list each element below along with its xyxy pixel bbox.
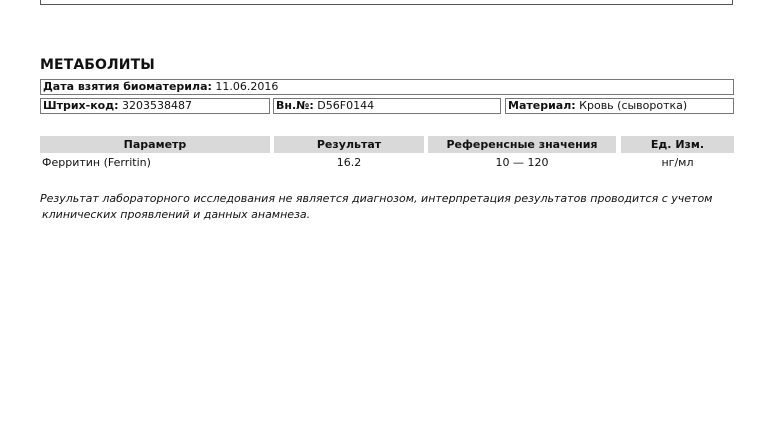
section-title: МЕТАБОЛИТЫ (40, 57, 155, 73)
row-unit: нг/мл (661, 156, 694, 169)
previous-section-box (40, 0, 733, 5)
sample-date-value: 11.06.2016 (215, 80, 279, 93)
header-unit: Ед. Изм. (621, 136, 734, 153)
header-parameter: Параметр (40, 136, 270, 153)
material-label: Материал: (508, 99, 576, 112)
sample-date-label: Дата взятия биоматерила: (43, 80, 212, 93)
barcode-value: 3203538487 (122, 99, 193, 112)
row-parameter: Ферритин (Ferritin) (42, 156, 151, 169)
internal-number-label: Вн.№: (276, 99, 314, 112)
disclaimer-line-1: Результат лабораторного исследования не является диагнозом, интерпретация результатов проводится с учетом (40, 192, 713, 205)
barcode-field (40, 98, 270, 114)
row-reference: 10 — 120 (495, 156, 549, 169)
header-reference: Референсные значения (428, 136, 616, 153)
row-result: 16.2 (336, 156, 362, 169)
header-result: Результат (274, 136, 424, 153)
disclaimer-line-2: клинических проявлений и данных анамнеза. (42, 207, 311, 221)
material-field (505, 98, 734, 114)
barcode-label: Штрих-код: (43, 99, 119, 112)
internal-number-value: D56F0144 (317, 99, 375, 112)
internal-number-field (273, 98, 501, 114)
material-value: Кровь (сыворотка) (579, 99, 688, 112)
sample-date-field (40, 79, 734, 95)
disclaimer-note (40, 191, 720, 222)
